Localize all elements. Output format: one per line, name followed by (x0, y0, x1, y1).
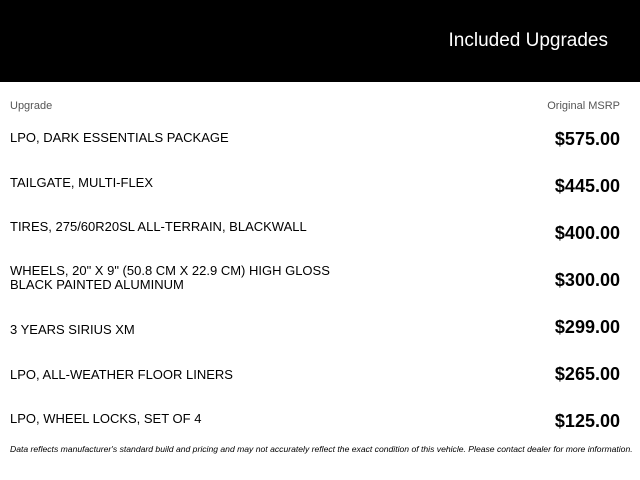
upgrade-name: TIRES, 275/60R20SL ALL-TERRAIN, BLACKWALL (10, 219, 307, 234)
column-header-msrp: Original MSRP (547, 100, 620, 112)
disclaimer-text: Data reflects manufacturer's standard build and pricing and may not accurately reflect the exact condition of this vehicle. Please contact dealer for more information. (10, 444, 633, 454)
upgrade-name: TAILGATE, MULTI-FLEX (10, 175, 154, 190)
upgrade-price: $265.00 (554, 364, 620, 384)
upgrade-name: 3 YEARS SIRIUS XM (10, 322, 135, 337)
upgrade-price: $125.00 (554, 411, 620, 431)
upgrade-price: $299.00 (554, 317, 620, 337)
upgrade-name: WHEELS, 20" X 9" (50.8 CM X 22.9 CM) HIGH GLOSS BLACK PAINTED ALUMINUM (10, 263, 330, 292)
upgrade-price: $400.00 (554, 223, 620, 243)
upgrade-name: LPO, ALL-WEATHER FLOOR LINERS (10, 367, 233, 382)
upgrade-price: $445.00 (554, 176, 620, 196)
upgrade-price: $300.00 (554, 270, 620, 290)
header-bar (0, 0, 640, 82)
upgrade-name: LPO, DARK ESSENTIALS PACKAGE (10, 130, 229, 145)
page-title: Included Upgrades (448, 30, 608, 51)
column-header-upgrade: Upgrade (10, 100, 53, 112)
upgrade-price: $575.00 (554, 129, 620, 149)
upgrade-name: LPO, WHEEL LOCKS, SET OF 4 (10, 411, 202, 426)
